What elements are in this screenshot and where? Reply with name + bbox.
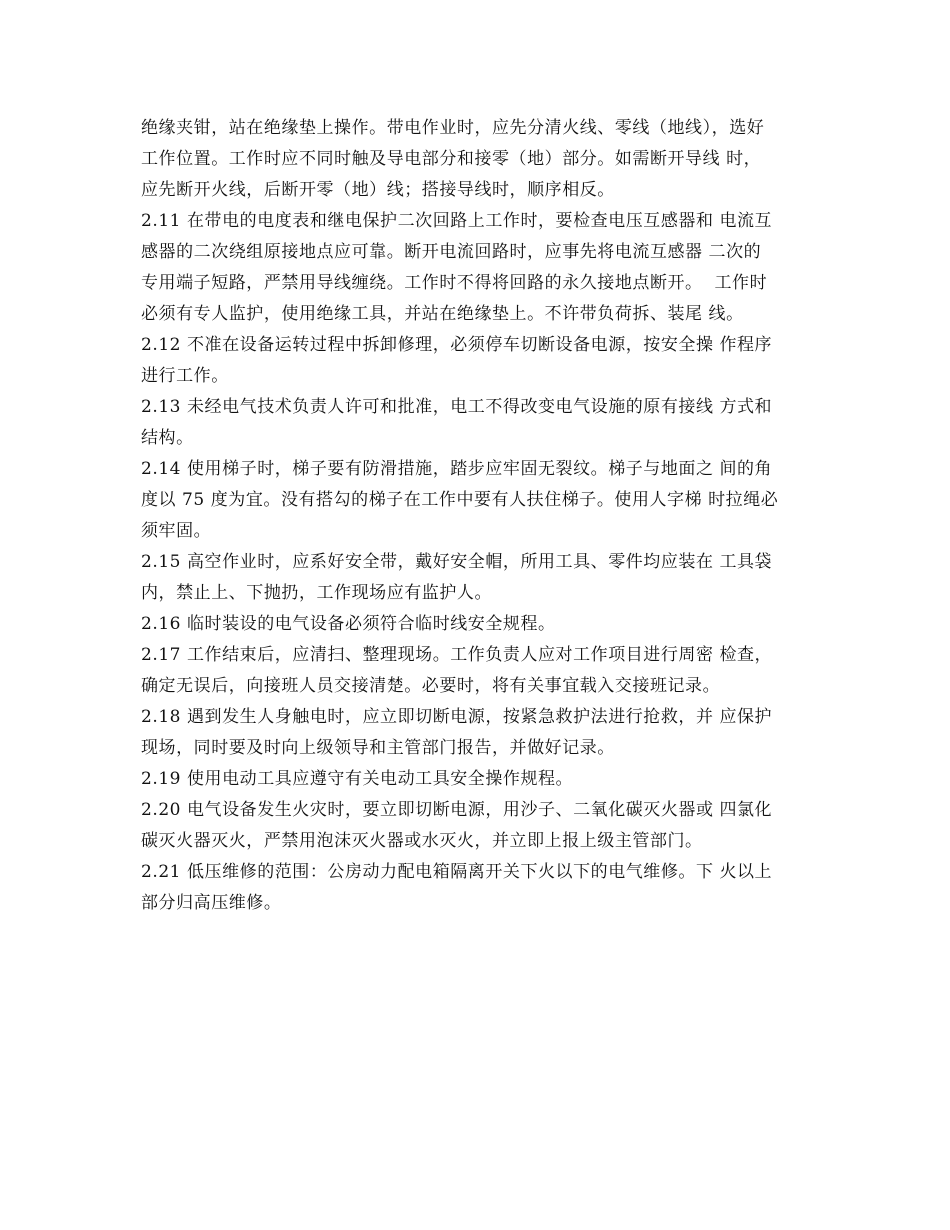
text-line: 绝缘夹钳，站在绝缘垫上操作。带电作业时，应先分清火线、零线（地线），选好 xyxy=(141,118,765,138)
text-line: 部分归高压维修。 xyxy=(141,893,282,913)
text-line: 应先断开火线，后断开零（地）线；搭接导线时，顺序相反。 xyxy=(141,180,615,200)
text-line: 2.20 电气设备发生火灾时，要立即切断电源，用沙子、二氧化碳灭火器或 四氯化 xyxy=(141,800,773,820)
text-line: 内，禁止上、下抛扔，工作现场应有监护人。 xyxy=(141,583,492,603)
text-line: 现场，同时要及时向上级领导和主管部门报告，并做好记录。 xyxy=(141,738,615,758)
text-line: 必须有专人监护，使用绝缘工具，并站在绝缘垫上。不许带负荷拆、装尾 线。 xyxy=(141,304,744,324)
text-line: 2.18 遇到发生人身触电时，应立即切断电源，按紧急救护法进行抢救，并 应保护 xyxy=(141,707,773,727)
text-line: 2.17 工作结束后，应清扫、整理现场。工作负责人应对工作项目进行周密 检查， xyxy=(141,645,773,665)
text-line: 工作位置。工作时应不同时触及导电部分和接零（地）部分。如需断开导线 时， xyxy=(141,149,762,169)
text-line: 2.21 低压维修的范围：公房动力配电箱隔离开关下火以下的电气维修。下 火以上 xyxy=(141,862,773,882)
text-line: 2.19 使用电动工具应遵守有关电动工具安全操作规程。 xyxy=(141,769,574,789)
document-body xyxy=(141,113,821,919)
text-line: 碳灭火器灭火，严禁用泡沫灭火器或水灭火，并立即上报上级主管部门。 xyxy=(141,831,703,851)
text-line: 进行工作。 xyxy=(141,366,229,386)
text-line: 结构。 xyxy=(141,428,194,448)
text-line: 2.13 未经电气技术负责人许可和批准，电工不得改变电气设施的原有接线 方式和 xyxy=(141,397,773,417)
text-line: 专用端子短路，严禁用导线缠绕。工作时不得将回路的永久接地点断开。 工作时 xyxy=(141,273,768,293)
text-line: 2.14 使用梯子时，梯子要有防滑措施，踏步应牢固无裂纹。梯子与地面之 间的角 xyxy=(141,459,773,479)
text-line: 2.16 临时装设的电气设备必须符合临时线安全规程。 xyxy=(141,614,556,634)
text-line: 度以 75 度为宜。没有搭勾的梯子在工作中要有人扶住梯子。使用人字梯 时拉绳必 xyxy=(141,490,779,510)
text-line: 2.15 高空作业时，应系好安全带，戴好安全帽，所用工具、零件均应装在 工具袋 xyxy=(141,552,773,572)
text-line: 须牢固。 xyxy=(141,521,212,541)
text-line: 确定无误后，向接班人员交接清楚。必要时，将有关事宜载入交接班记录。 xyxy=(141,676,721,696)
text-line: 感器的二次绕组原接地点应可靠。断开电流回路时，应事先将电流互感器 二次的 xyxy=(141,242,762,262)
text-line: 2.12 不准在设备运转过程中拆卸修理，必须停车切断设备电源，按安全操 作程序 xyxy=(141,335,773,355)
text-line: 2.11 在带电的电度表和继电保护二次回路上工作时，要检查电压互感器和 电流互 xyxy=(141,211,773,231)
